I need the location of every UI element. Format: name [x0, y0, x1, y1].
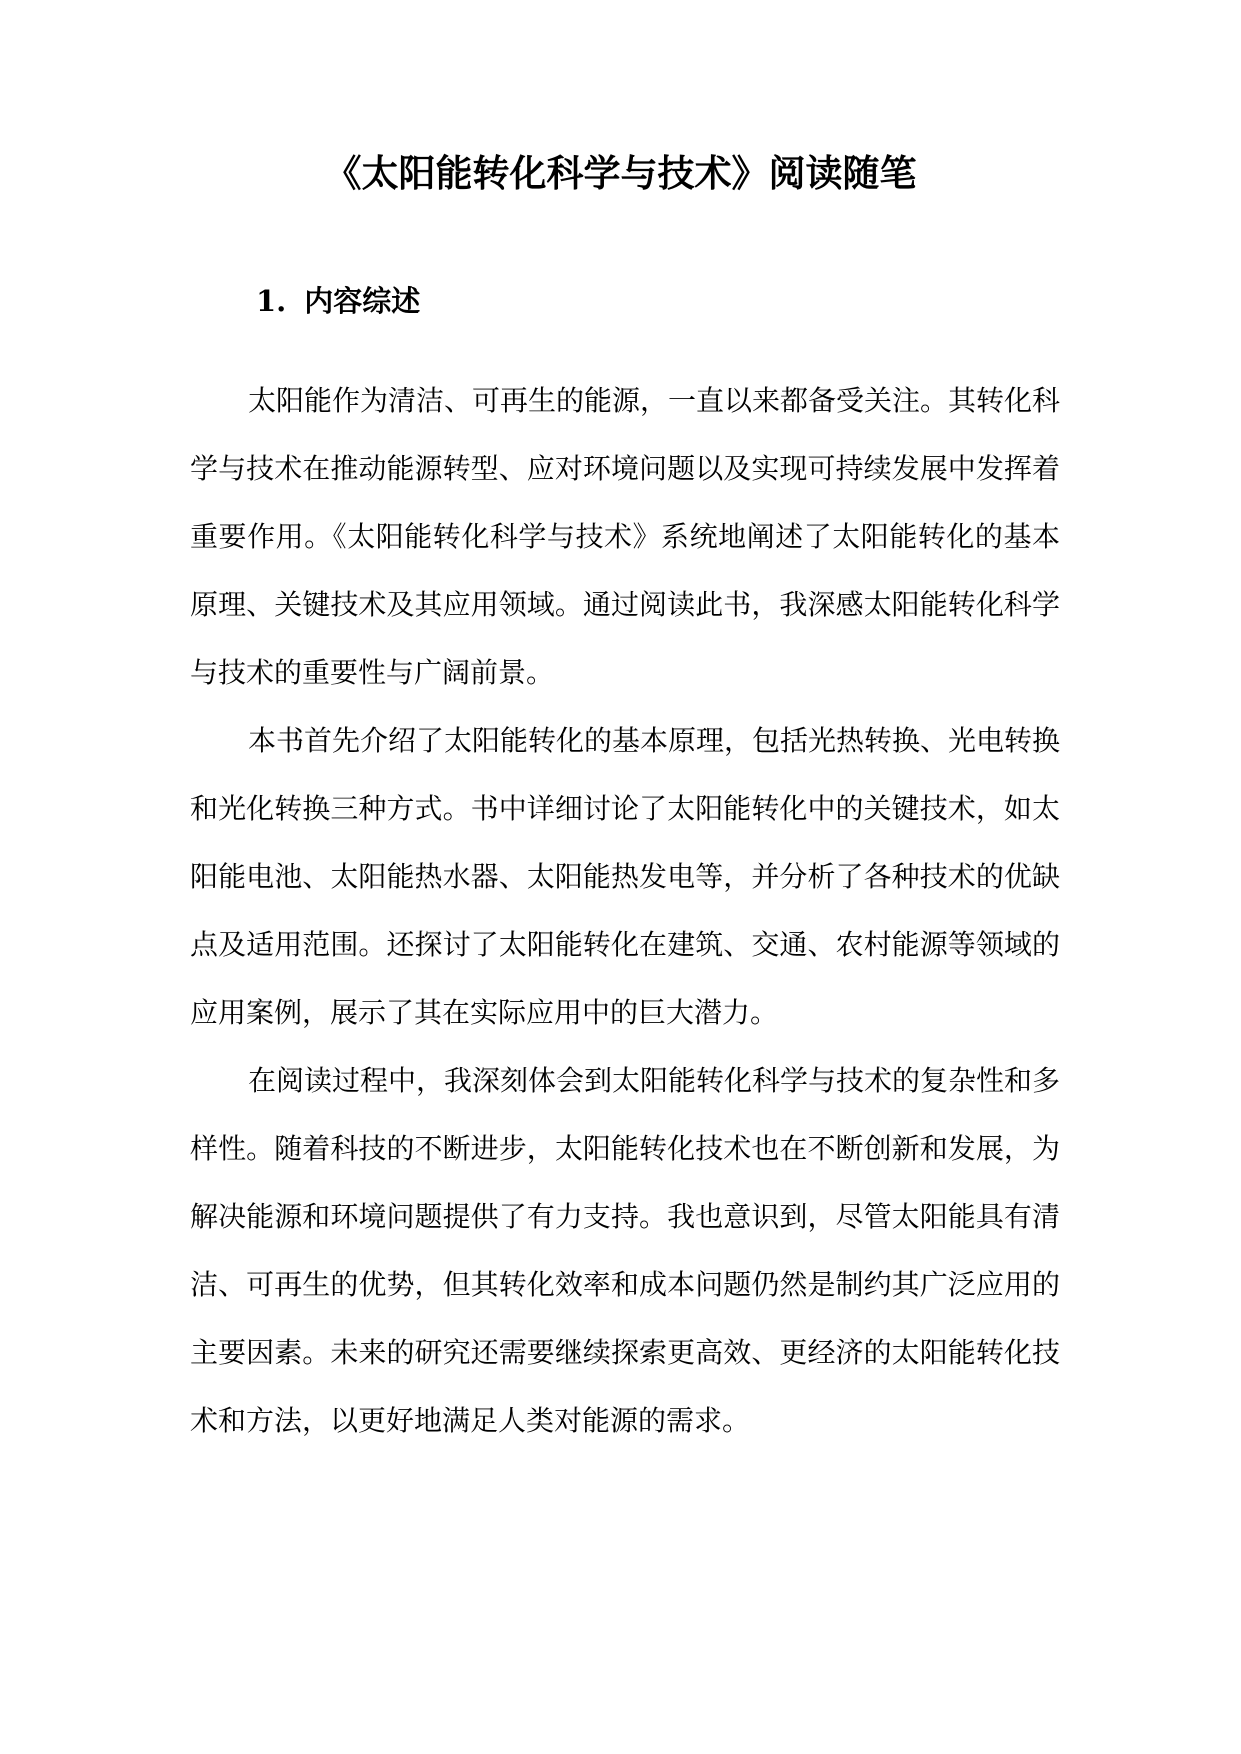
section-heading-text: 内容综述	[304, 284, 421, 318]
section-number: 1.	[256, 284, 287, 318]
section-heading	[256, 276, 420, 326]
body-text	[190, 367, 1060, 1455]
document-title: 《太阳能转化科学与技术》阅读随笔	[324, 152, 917, 195]
paragraph: 在阅读过程中，我深刻体会到太阳能转化科学与技术的复杂性和多样性。随着科技的不断进步，太阳能转化技术也在不断创新和发展，为解决能源和环境问题提供了有力支持。我也意识到，尽管太阳能具有清洁、可再生的优势，但其转化效率和成本问题仍然是制约其广泛应用的主要因素。未来的研究还需要继续探索更高效、更经济的太阳能转化技术和方法，以更好地满足人类对能源的需求。	[190, 1064, 1061, 1437]
paragraph: 太阳能作为清洁、可再生的能源，一直以来都备受关注。其转化科学与技术在推动能源转型、应对环境问题以及实现可持续发展中发挥着重要作用。《太阳能转化科学与技术》系统地阐述了太阳能转化的基本原理、关键技术及其应用领域。通过阅读此书，我深感太阳能转化科学与技术的重要性与广阔前景。	[190, 384, 1061, 689]
paragraph: 本书首先介绍了太阳能转化的基本原理，包括光热转换、光电转换和光化转换三种方式。书中详细讨论了太阳能转化中的关键技术，如太阳能电池、太阳能热水器、太阳能热发电等，并分析了各种技术的优缺点及适用范围。还探讨了太阳能转化在建筑、交通、农村能源等领域的应用案例，展示了其在实际应用中的巨大潜力。	[190, 724, 1061, 1029]
